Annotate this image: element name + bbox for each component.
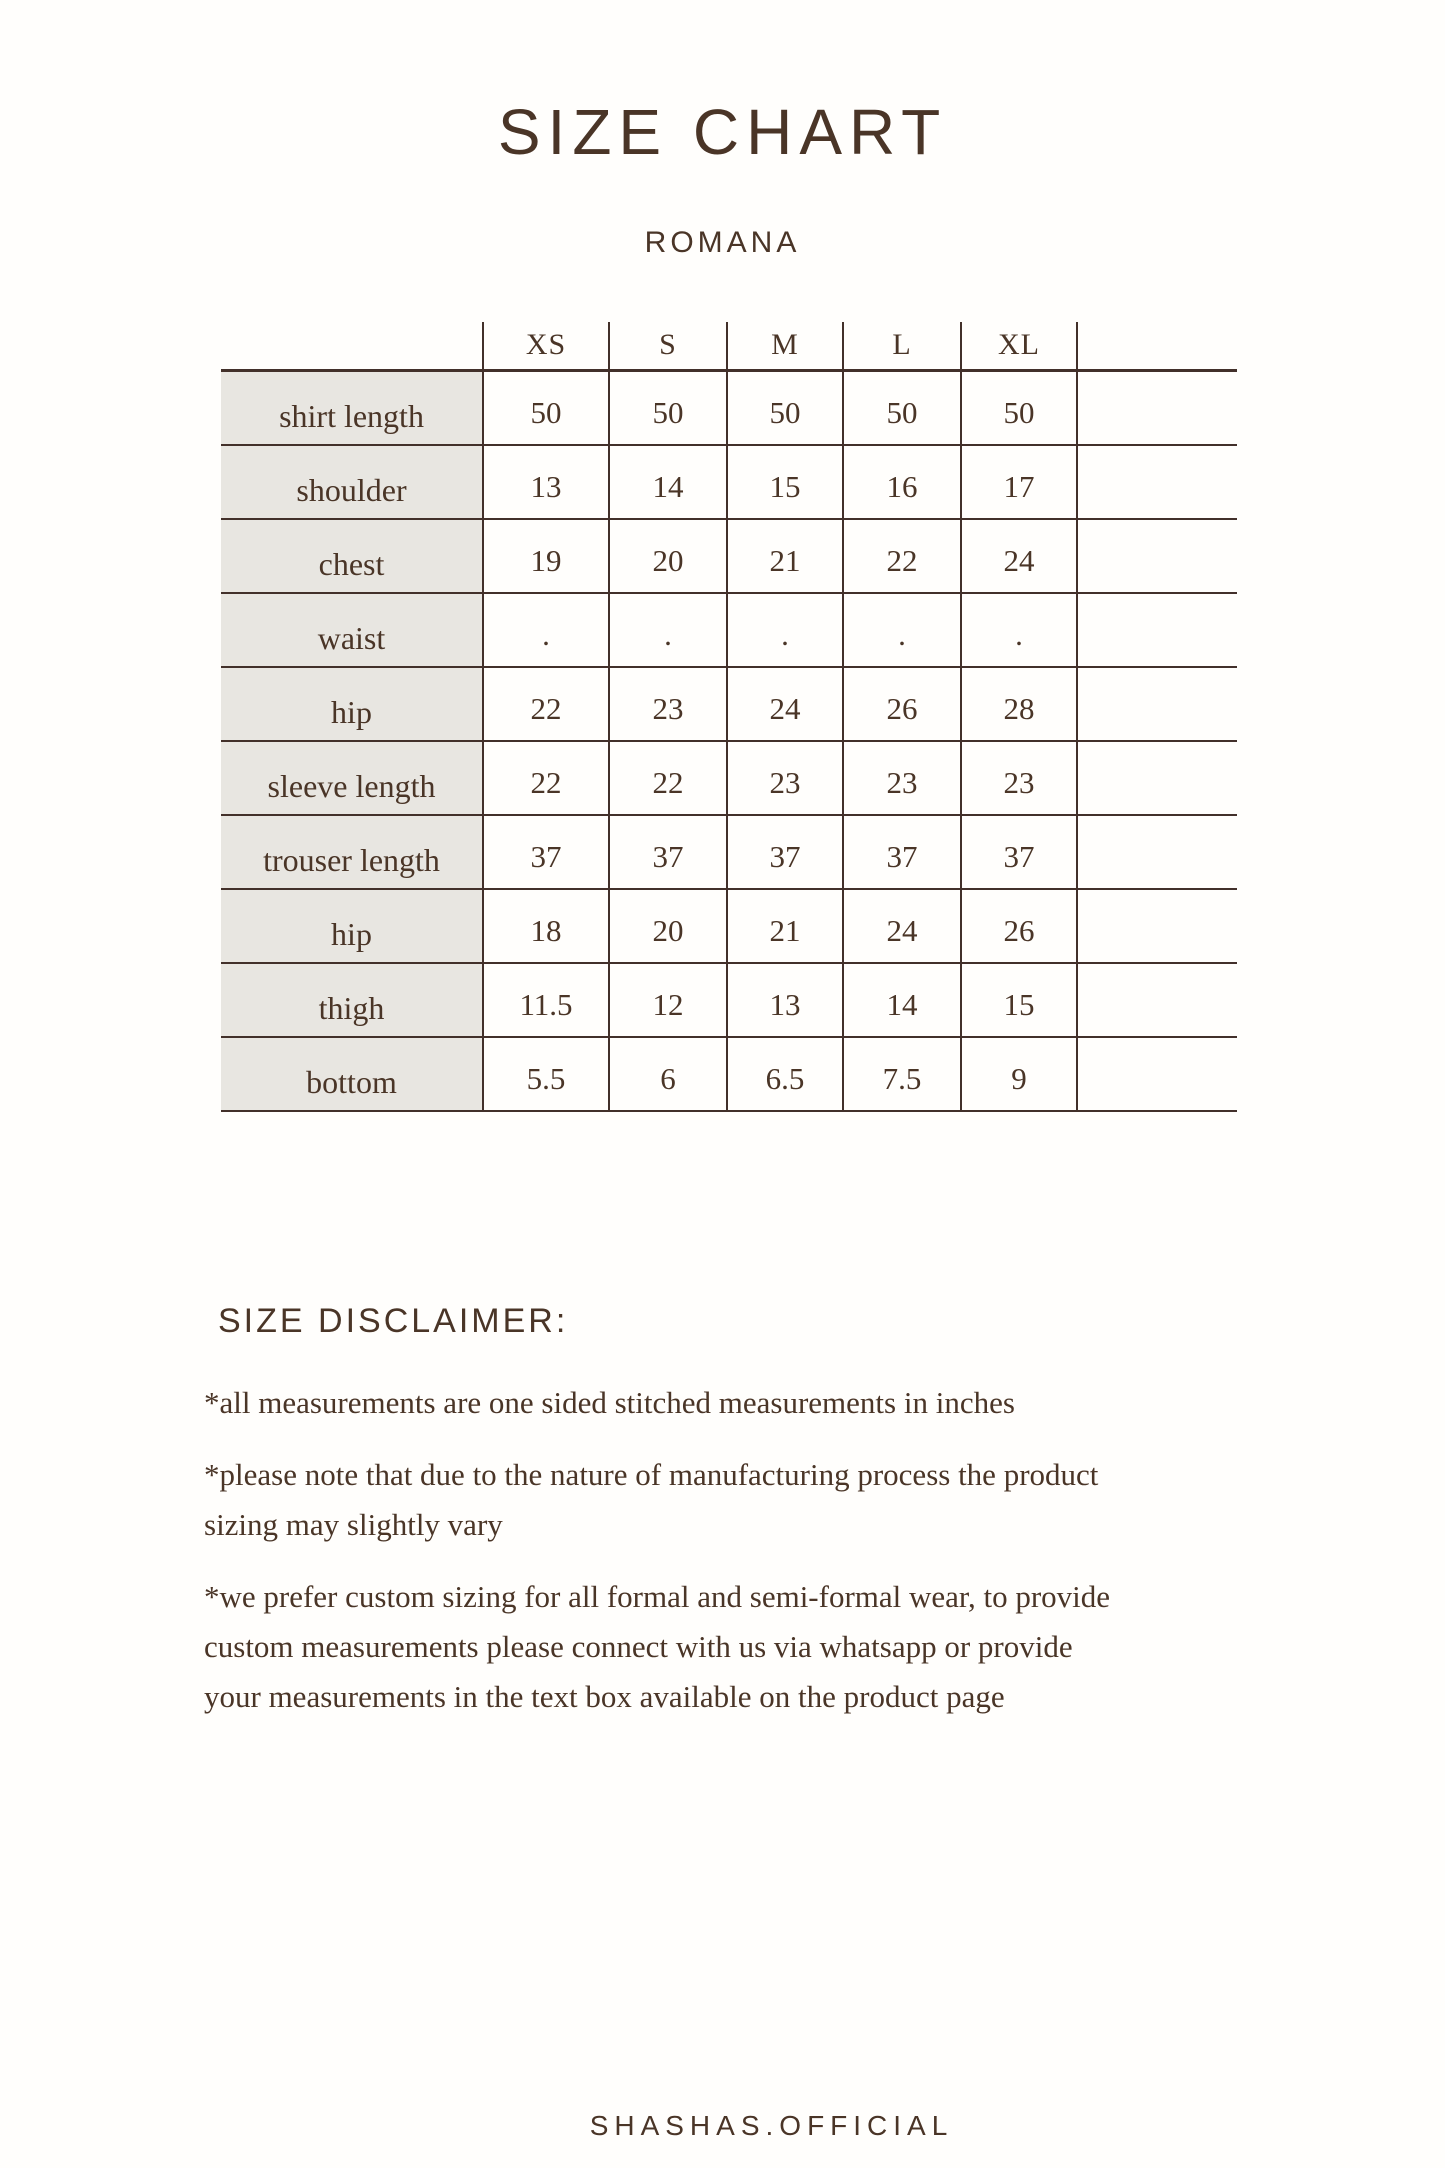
size-value: 15: [726, 446, 842, 520]
size-header-m: M: [726, 322, 842, 372]
empty-cell: [1076, 594, 1237, 668]
page-title: SIZE CHART: [497, 96, 948, 168]
size-value: 23: [960, 742, 1076, 816]
disclaimer-line: *all measurements are one sided stitched measurements in inches: [204, 1385, 1015, 1420]
size-header-empty: [1076, 322, 1237, 372]
size-value: 5.5: [482, 1038, 608, 1112]
row-label: thigh: [221, 964, 482, 1038]
empty-cell: [1076, 816, 1237, 890]
empty-cell: [1076, 890, 1237, 964]
row-label: bottom: [221, 1038, 482, 1112]
size-header-l: L: [842, 322, 960, 372]
size-value: 13: [726, 964, 842, 1038]
size-value: 23: [726, 742, 842, 816]
size-value: 50: [608, 372, 726, 446]
size-value: 16: [842, 446, 960, 520]
size-value: 24: [960, 520, 1076, 594]
size-value: 11.5: [482, 964, 608, 1038]
empty-cell: [1076, 742, 1237, 816]
empty-cell: [1076, 372, 1237, 446]
size-header-xl: XL: [960, 322, 1076, 372]
size-value: 14: [608, 446, 726, 520]
row-label: sleeve length: [221, 742, 482, 816]
size-value: 21: [726, 890, 842, 964]
size-value: 17: [960, 446, 1076, 520]
size-value: .: [726, 594, 842, 668]
empty-cell: [1076, 964, 1237, 1038]
disclaimer-paragraph: [204, 1378, 1324, 1428]
empty-cell: [1076, 668, 1237, 742]
size-value: .: [842, 594, 960, 668]
size-value: 6: [608, 1038, 726, 1112]
size-value: 12: [608, 964, 726, 1038]
size-value: 21: [726, 520, 842, 594]
size-table: [221, 322, 1237, 1112]
row-label: hip: [221, 668, 482, 742]
row-label: chest: [221, 520, 482, 594]
size-header-s: S: [608, 322, 726, 372]
empty-cell: [1076, 520, 1237, 594]
size-value: 50: [726, 372, 842, 446]
size-value: 26: [842, 668, 960, 742]
size-value: 19: [482, 520, 608, 594]
size-value: .: [608, 594, 726, 668]
size-value: 37: [608, 816, 726, 890]
row-label: hip: [221, 890, 482, 964]
size-value: 6.5: [726, 1038, 842, 1112]
empty-cell: [1076, 1038, 1237, 1112]
disclaimer-line: custom measurements please connect with us via whatsapp or provide: [204, 1629, 1073, 1664]
disclaimer-line: *we prefer custom sizing for all formal and semi-formal wear, to provide: [204, 1579, 1111, 1614]
size-value: 7.5: [842, 1038, 960, 1112]
size-value: 22: [482, 742, 608, 816]
size-value: 22: [482, 668, 608, 742]
size-value: 26: [960, 890, 1076, 964]
disclaimer-heading: SIZE DISCLAIMER:: [218, 1302, 569, 1340]
size-value: 50: [842, 372, 960, 446]
row-label: waist: [221, 594, 482, 668]
size-value: 13: [482, 446, 608, 520]
size-value: .: [482, 594, 608, 668]
size-value: 14: [842, 964, 960, 1038]
size-value: 24: [726, 668, 842, 742]
size-header-xs: XS: [482, 322, 608, 372]
size-value: 22: [608, 742, 726, 816]
product-name: ROMANA: [644, 226, 801, 259]
size-value: 23: [608, 668, 726, 742]
disclaimer-line: *please note that due to the nature of manufacturing process the product: [204, 1457, 1099, 1492]
table-corner-cell: [221, 322, 482, 372]
size-value: 9: [960, 1038, 1076, 1112]
size-value: 24: [842, 890, 960, 964]
brand-footer: SHASHAS.OFFICIAL: [589, 2110, 954, 2141]
size-value: 18: [482, 890, 608, 964]
size-value: 37: [726, 816, 842, 890]
disclaimer-line: sizing may slightly vary: [204, 1507, 503, 1542]
size-value: 20: [608, 890, 726, 964]
empty-cell: [1076, 446, 1237, 520]
disclaimer-body: [204, 1378, 1324, 1744]
disclaimer-paragraph: [204, 1450, 1324, 1550]
disclaimer-paragraph: [204, 1572, 1324, 1722]
size-value: 37: [960, 816, 1076, 890]
size-value: 50: [482, 372, 608, 446]
size-value: 28: [960, 668, 1076, 742]
size-value: 23: [842, 742, 960, 816]
size-value: 50: [960, 372, 1076, 446]
row-label: trouser length: [221, 816, 482, 890]
size-value: 20: [608, 520, 726, 594]
size-value: 15: [960, 964, 1076, 1038]
disclaimer-line: your measurements in the text box available on the product page: [204, 1679, 1005, 1714]
size-value: .: [960, 594, 1076, 668]
size-value: 22: [842, 520, 960, 594]
row-label: shirt length: [221, 372, 482, 446]
size-value: 37: [482, 816, 608, 890]
size-value: 37: [842, 816, 960, 890]
row-label: shoulder: [221, 446, 482, 520]
